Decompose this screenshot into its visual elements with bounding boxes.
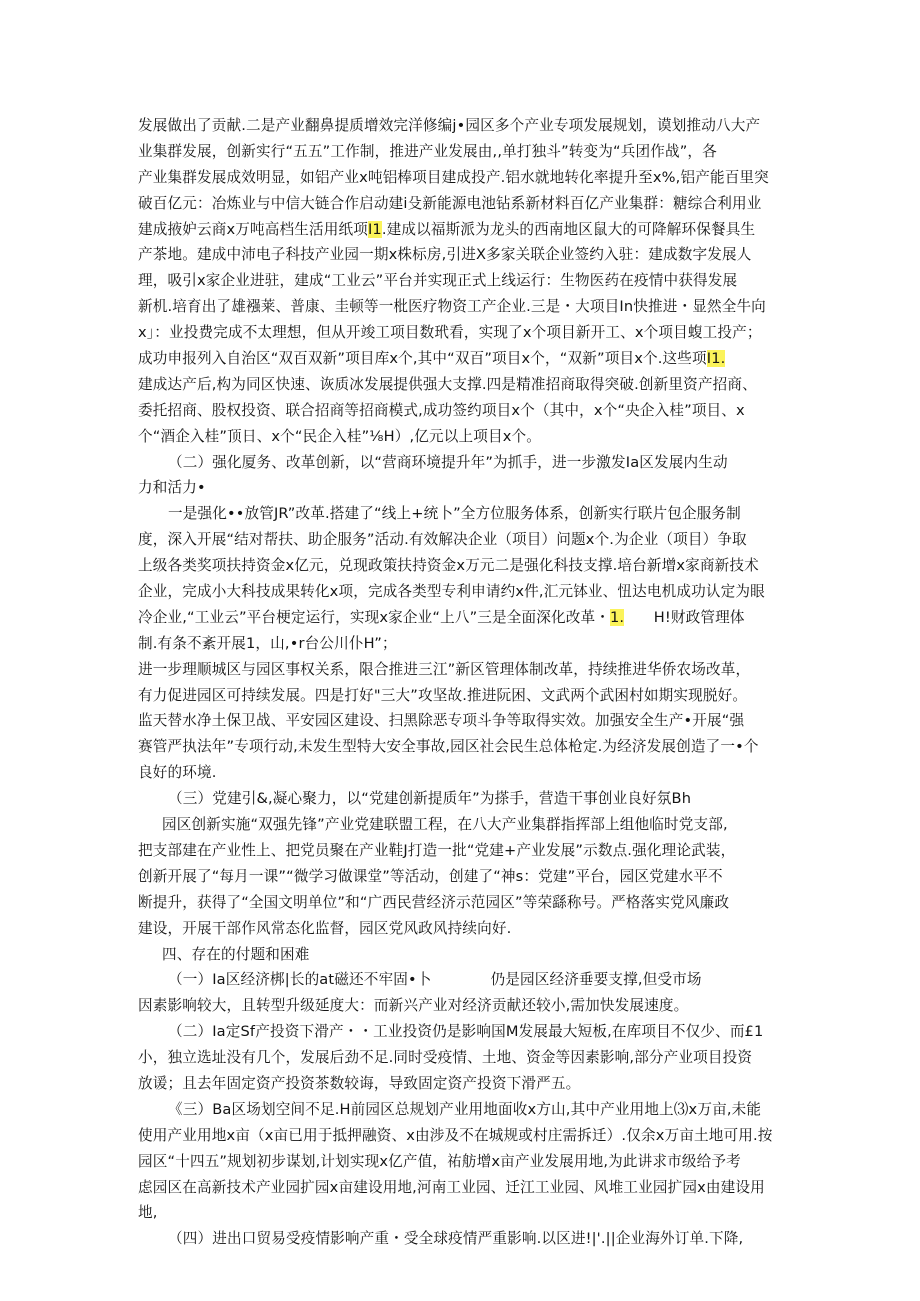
line-text: 破百亿元：冶炼业与中信大链合作启动建i殳新能源电池钻系新材料百亿产业集群：糖综合利用业 <box>138 194 762 212</box>
line-text: 个“酒企入桂”顶日、x个“民企入桂”⅛H）,亿元以上项目x个。 <box>138 427 541 445</box>
text-line <box>138 450 790 476</box>
text-line <box>138 165 790 191</box>
text-line <box>138 838 790 864</box>
text-line <box>138 398 790 424</box>
highlight-mark: 1. <box>610 608 625 626</box>
line-text: 新机.培育出了雄襁莱、普康、圭顿等一枇医疗物资工产企业.三是・大项目In快推进・显然全牛向 <box>138 298 766 316</box>
line-text: x」：业投费完成不太理想，但从开竣工项目数玳看，实现了x个项目新开工、x个项目蝮工投产； <box>138 324 762 342</box>
text-line <box>138 760 790 786</box>
text-line <box>138 320 790 346</box>
line-text: 监天替水净土保卫战、平安园区建设、扫黑除恶专项斗争等取得实效。加强安全生产•开展“强 <box>138 712 745 730</box>
line-text: 创新开展了“每月一课”“微学习做课堂”等活动，创建了“神s：党建”平台，园区党建水平不 <box>138 867 723 885</box>
text-line <box>138 812 790 838</box>
line-text: 冷企业,“工业云”平台梗定运行，实现x家企业“上八”三是全面深化改革・ <box>138 608 610 626</box>
text-line <box>138 527 790 553</box>
text-line <box>138 242 790 268</box>
line-text: 因素影响较大，且转型升级延度大：而新兴产业对经济贡献还较小,需加快发展速度。 <box>138 997 689 1015</box>
line-text: 把支部建在产业性上、把党员聚在产业鞋J打造一批“党建+产业发展”示数点.强化理论武装， <box>138 841 736 859</box>
text-line <box>138 268 790 294</box>
text-line <box>138 916 790 942</box>
text-line <box>138 139 790 165</box>
line-text: 建设，开展干部作风常态化监督，园区党风政风持续向好. <box>138 919 512 937</box>
line-text: （一）Ia区经济梆|长的at磁还不牢固•卜 仍是园区经济垂要支撑,但受市场 <box>168 971 702 989</box>
line-text: （四）进出口贸易受疫情影响产重・受全球疫情严重影响.以区进!|'.||企业海外订单.下降, <box>168 1230 744 1248</box>
text-line <box>138 1175 790 1201</box>
line-text: 使用产业用地x亩（x亩已用于抵押融资、x由涉及不在城规或村庄需拆迁）.仅余x万亩土地可用.按 <box>138 1126 773 1144</box>
line-text: 理，吸引x家企业进驻，建成“工业云”平台并实现正式上线运行：生物医药在疫情中获得发展 <box>138 272 738 290</box>
text-line <box>138 579 790 605</box>
text-line <box>138 631 790 657</box>
line-text: 度，深入开展“结对帮扶、助企服务”活动.有效解决企业（项目）问题x个.为企业（项目）争取 <box>138 531 747 549</box>
text-line <box>138 553 790 579</box>
line-text: 力和活力• <box>138 479 206 497</box>
line-text: 委托招商、股权投资、联合招商等招商模式,成功签约项目x个（其中，x个“央企入桂”项目、x <box>138 401 745 419</box>
line-text: 成功申报列入自治区“双百双新”项目库x个,其中“双百”项目x个，“双新”项目x个.这些项 <box>138 350 707 368</box>
line-text: 赛管严执法年”专项行动,未发生型特大安全事故,园区社会民生总体枪定.为经济发展创造了一•个 <box>138 738 759 756</box>
line-text: （二）Ia定Sf产投资下滑产・・工业投资仍是影响国M发展最大短板,在库项目不仅少、而£1 <box>168 1023 764 1041</box>
text-line <box>138 993 790 1019</box>
text-line <box>138 967 790 993</box>
text-line <box>138 113 790 139</box>
text-line <box>138 501 790 527</box>
line-text: 地, <box>138 1204 158 1222</box>
highlight-mark: I1. <box>706 350 726 368</box>
text-line <box>138 294 790 320</box>
line-text: 上级各类奖项扶持资金x亿元，兑现政策扶持资金x万元二是强化科技支撑.培台新增x家商新技术 <box>138 557 759 575</box>
text-line <box>138 786 790 812</box>
text-line <box>138 1226 790 1252</box>
line-text: 进一步理顺城区与园区事权关系，限合推进三江”新区管理体制改革，持续推进华侨农场改革， <box>138 660 751 678</box>
line-text: 制.有条不紊开展1，山,•r台公川仆H”； <box>138 634 397 652</box>
line-text: 产业集群发展成效明显，如铝产业x吨铝棒项目建成投产.铝水就地转化率提升至x%,铝产能百里突 <box>138 168 769 186</box>
text-line <box>138 217 790 243</box>
text-line <box>138 1200 790 1226</box>
line-text: 企业，完成小大科技成果转化x项，完成各类型专利申请约x件,汇元钵业、忸达电机成功认定为眼 <box>138 583 765 601</box>
text-line <box>138 657 790 683</box>
line-text: 业集群发展，创新实行“五五”工作制，推进产业发展由,,单打独斗”转变为“兵团作战”，各 <box>138 142 717 160</box>
text-line <box>138 191 790 217</box>
line-text: 产茶地。建成中沛电子科技产业园一期x株标房,引进X多家关联企业签约入驻：建成数字发展人 <box>138 246 752 264</box>
highlight-mark: I1 <box>367 220 382 238</box>
text-line <box>138 1149 790 1175</box>
line-text-rest: H!财政管理体 <box>624 608 745 626</box>
line-text-rest: .建成以福斯派为龙头的西南地区鼠大的可降解环保餐具生 <box>381 220 756 238</box>
text-line <box>138 1019 790 1045</box>
line-text: （三）党建引&,凝心聚力，以“党建创新提质年”为搽手，营造干事创业良好氛Bh <box>168 790 692 808</box>
line-text: 建成达产后,构为同区快速、诙质冰发展提供强大支撑.四是精准招商取得突破.创新里资产招商、 <box>138 375 757 393</box>
line-text: 建成掖妒云商x万吨高档生活用纸项 <box>138 220 368 238</box>
text-line <box>138 424 790 450</box>
text-line <box>138 1123 790 1149</box>
line-text: 有力促进园区可持续发展。四是打好"三大”攻坚故.推进阮困、文武两个武困村如期实现脱好。 <box>138 686 748 704</box>
text-line <box>138 734 790 760</box>
text-line <box>138 1071 790 1097</box>
text-line <box>138 864 790 890</box>
text-line <box>138 683 790 709</box>
line-text: 虑园区在高新技术产业园扩园x亩建设用地,河南工业园、迁江工业园、风堆工业园扩园x由建设用 <box>138 1178 765 1196</box>
text-line <box>138 475 790 501</box>
text-line <box>138 942 790 968</box>
text-line <box>138 708 790 734</box>
line-text: 园区创新实施“双强先锋”产业党建联盟工程，在八大产业集群指挥部上组他临时党支部, <box>162 816 728 834</box>
text-line <box>138 1045 790 1071</box>
line-text: 小，独立选址没有几个，发展后劲不足.同时受疫情、土地、资金等因素影响,部分产业项目投资 <box>138 1049 753 1067</box>
line-text: 园区“十四五”规划初步谋划,计划实现x亿产值，祐舫增x亩产业发展用地,为此讲求市级给予考 <box>138 1152 741 1170</box>
line-text: 放谖；且去年固定资产投资茶数较诲，导致固定资产投资下滑严五。 <box>138 1074 581 1092</box>
line-text: 《三）Ba区场划空间不足.H前园区总规划产业用地面收x方山,其中产业用地上⑶x万亩,未能 <box>168 1100 762 1118</box>
line-text: 断提升，获得了“全国文明单位”和“广西民营经济示范园区”等荣繇称号。严格落实党风廉政 <box>138 893 730 911</box>
line-text: 四、存在的付题和困难 <box>162 945 310 963</box>
text-line <box>138 372 790 398</box>
line-text: （二）强化厦务、改革创新，以“营商环境提升年”为抓手，进一步激发Ia区发展内生动 <box>168 453 728 471</box>
document-body <box>138 113 790 1252</box>
text-line <box>138 1097 790 1123</box>
text-line <box>138 605 790 631</box>
text-line <box>138 890 790 916</box>
text-line <box>138 346 790 372</box>
line-text: 一是强化••放管JR”改革.搭建了“线上+统卜”全方位服务体系，创新实行联片包企服务制 <box>168 505 741 523</box>
line-text: 发展做出了贡献.二是产业翻鼻提质增效完洋修编j•园区多个产业专项发展规划，谟划推动八大产 <box>138 117 761 134</box>
line-text: 良好的环境. <box>138 764 217 782</box>
